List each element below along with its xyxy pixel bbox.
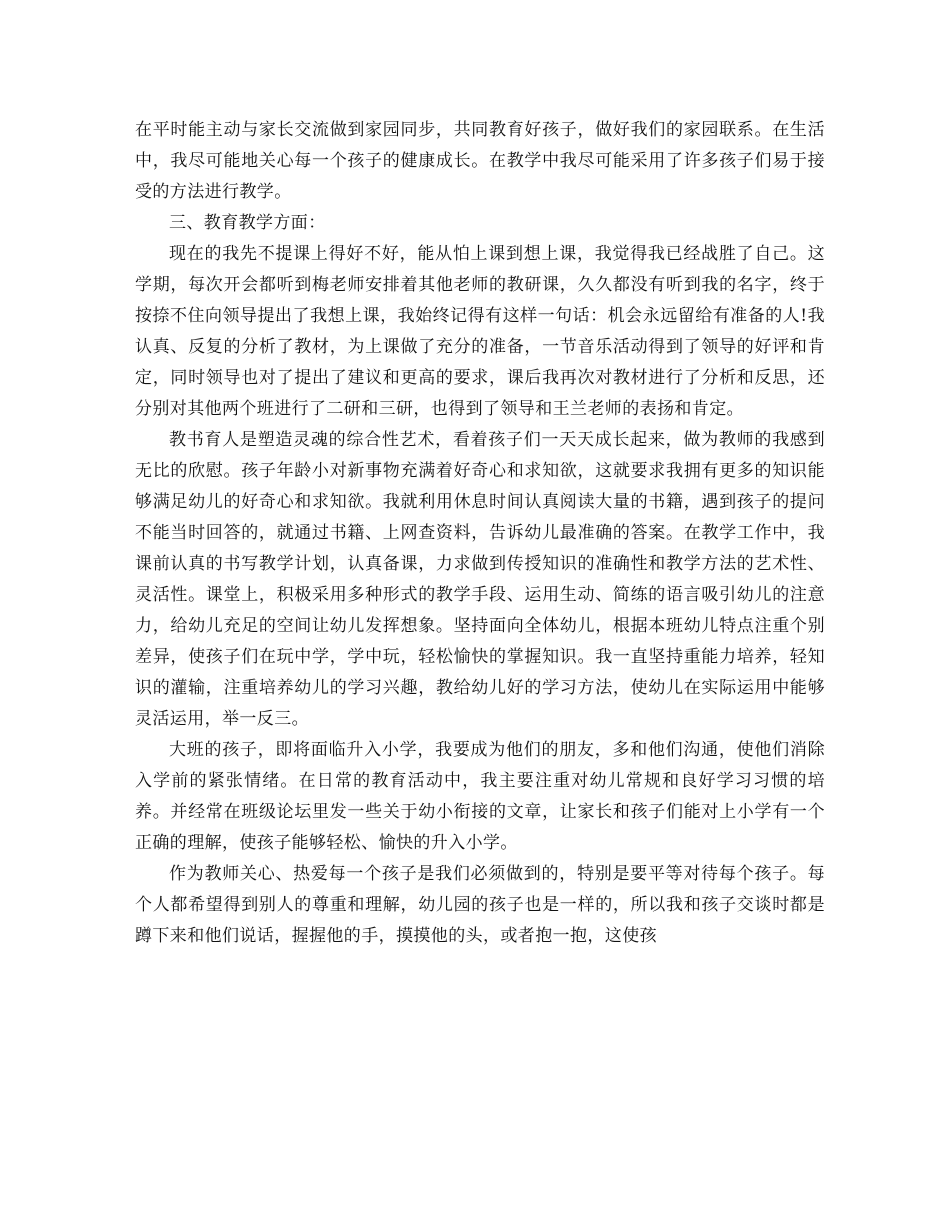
paragraph-4: 教书育人是塑造灵魂的综合性艺术，看着孩子们一天天成长起来，做为教师的我感到无比的欣慰。孩子年龄小对新事物充满着好奇心和求知欲，这就要求我拥有更多的知识能够满足幼儿的好奇心和求知欲。我就利用休息时间认真阅读大量的书籍，遇到孩子的提问不能当时回答的，就通过书籍、上网查资料，告诉幼儿最准确的答案。在教学工作中，我课前认真的书写教学计划，认真备课，力求做到传授知识的准确性和教学方法的艺术性、灵活性。课堂上，积极采用多种形式的教学手段、运用生动、简练的语言吸引幼儿的注意力，给幼儿充足的空间让幼儿发挥想象。坚持面向全体幼儿，根据本班幼儿特点注重个别差异，使孩子们在玩中学，学中玩，轻松愉快的掌握知识。我一直坚持重能力培养，轻知识的灌输，注重培养幼儿的学习兴趣，教给幼儿好的学习方法，使幼儿在实际运用中能够灵活运用，举一反三。	[135, 430, 825, 729]
paragraph-3: 现在的我先不提课上得好不好，能从怕上课到想上课，我觉得我已经战胜了自己。这学期，每次开会都听到梅老师安排着其他老师的教研课，久久都没有听到我的名字，终于按捺不住向领导提出了我想上课，我始终记得有这样一句话：机会永远留给有准备的人!我认真、反复的分析了教材，为上课做了充分的准备，一节音乐活动得到了领导的好评和肯定，同时领导也对了提出了建议和更高的要求，课后我再次对教材进行了分析和反思，还分别对其他两个班进行了二研和三研，也得到了领导和王兰老师的表扬和肯定。	[135, 244, 825, 419]
section-heading-teaching: 三、教育教学方面：	[169, 213, 326, 233]
paragraph-1: 在平时能主动与家长交流做到家园同步，共同教育好孩子，做好我们的家园联系。在生活中，我尽可能地关心每一个孩子的健康成长。在教学中我尽可能采用了许多孩子们易于接受的方法进行教学。	[135, 120, 825, 202]
paragraph-5: 大班的孩子，即将面临升入小学，我要成为他们的朋友，多和他们沟通，使他们消除入学前的紧张情绪。在日常的教育活动中，我主要注重对幼儿常规和良好学习习惯的培养。并经常在班级论坛里发一些关于幼小衔接的文章，让家长和孩子们能对上小学有一个正确的理解，使孩子能够轻松、愉快的升入小学。	[135, 740, 825, 853]
paragraph-6: 作为教师关心、热爱每一个孩子是我们必须做到的，特别是要平等对待每个孩子。每个人都希望得到别人的尊重和理解，幼儿园的孩子也是一样的，所以我和孩子交谈时都是蹲下来和他们说话，握握他的手，摸摸他的头，或者抱一抱，这使孩	[135, 864, 825, 946]
document-body	[135, 115, 825, 952]
